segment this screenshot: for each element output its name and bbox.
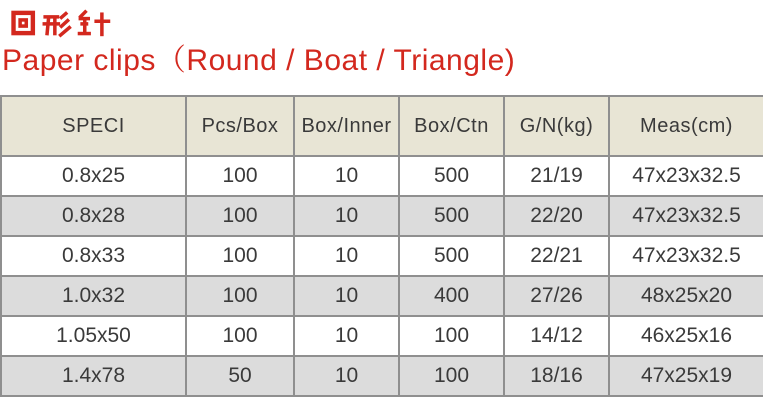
- table-row: [1, 196, 763, 236]
- cell-box-ctn: 100: [399, 316, 504, 356]
- cell-pcs-box: 100: [186, 276, 294, 316]
- cell-speci: 1.05x50: [1, 316, 186, 356]
- cell-box-ctn: 500: [399, 196, 504, 236]
- cell-speci: 0.8x25: [1, 156, 186, 196]
- cell-box-inner: 10: [294, 276, 399, 316]
- cell-box-inner: 10: [294, 356, 399, 396]
- table-row: [1, 356, 763, 396]
- column-header-speci: SPECI: [1, 96, 186, 156]
- cell-gn-kg: 21/19: [504, 156, 609, 196]
- cell-gn-kg: 14/12: [504, 316, 609, 356]
- cell-box-inner: 10: [294, 196, 399, 236]
- table-header-row: [1, 96, 763, 156]
- cell-box-ctn: 400: [399, 276, 504, 316]
- column-header-pcs-box: Pcs/Box: [186, 96, 294, 156]
- cell-gn-kg: 18/16: [504, 356, 609, 396]
- cell-meas-cm: 47x23x32.5: [609, 236, 763, 276]
- cell-meas-cm: 47x23x32.5: [609, 156, 763, 196]
- table-row: [1, 156, 763, 196]
- table-row: [1, 316, 763, 356]
- cell-gn-kg: 27/26: [504, 276, 609, 316]
- cell-speci: 1.0x32: [1, 276, 186, 316]
- spec-table: [0, 95, 763, 397]
- column-header-gn-kg: G/N(kg): [504, 96, 609, 156]
- table-row: [1, 236, 763, 276]
- cell-box-inner: 10: [294, 236, 399, 276]
- chinese-title-glyphs: [10, 8, 112, 38]
- cell-pcs-box: 50: [186, 356, 294, 396]
- cell-speci: 1.4x78: [1, 356, 186, 396]
- cell-box-ctn: 100: [399, 356, 504, 396]
- cell-meas-cm: 47x23x32.5: [609, 196, 763, 236]
- cell-meas-cm: 48x25x20: [609, 276, 763, 316]
- cell-box-inner: 10: [294, 316, 399, 356]
- cell-speci: 0.8x33: [1, 236, 186, 276]
- cell-gn-kg: 22/21: [504, 236, 609, 276]
- cell-pcs-box: 100: [186, 316, 294, 356]
- table-row: [1, 276, 763, 316]
- english-title: Paper clips（Round / Boat / Triangle): [2, 44, 516, 77]
- cell-speci: 0.8x28: [1, 196, 186, 236]
- column-header-box-inner: Box/Inner: [294, 96, 399, 156]
- chinese-title: [10, 8, 763, 40]
- cell-meas-cm: 46x25x16: [609, 316, 763, 356]
- cell-meas-cm: 47x25x19: [609, 356, 763, 396]
- cell-box-ctn: 500: [399, 156, 504, 196]
- cell-pcs-box: 100: [186, 156, 294, 196]
- column-header-box-ctn: Box/Ctn: [399, 96, 504, 156]
- cell-gn-kg: 22/20: [504, 196, 609, 236]
- cell-pcs-box: 100: [186, 236, 294, 276]
- column-header-meas-cm: Meas(cm): [609, 96, 763, 156]
- cell-box-inner: 10: [294, 156, 399, 196]
- cell-box-ctn: 500: [399, 236, 504, 276]
- cell-pcs-box: 100: [186, 196, 294, 236]
